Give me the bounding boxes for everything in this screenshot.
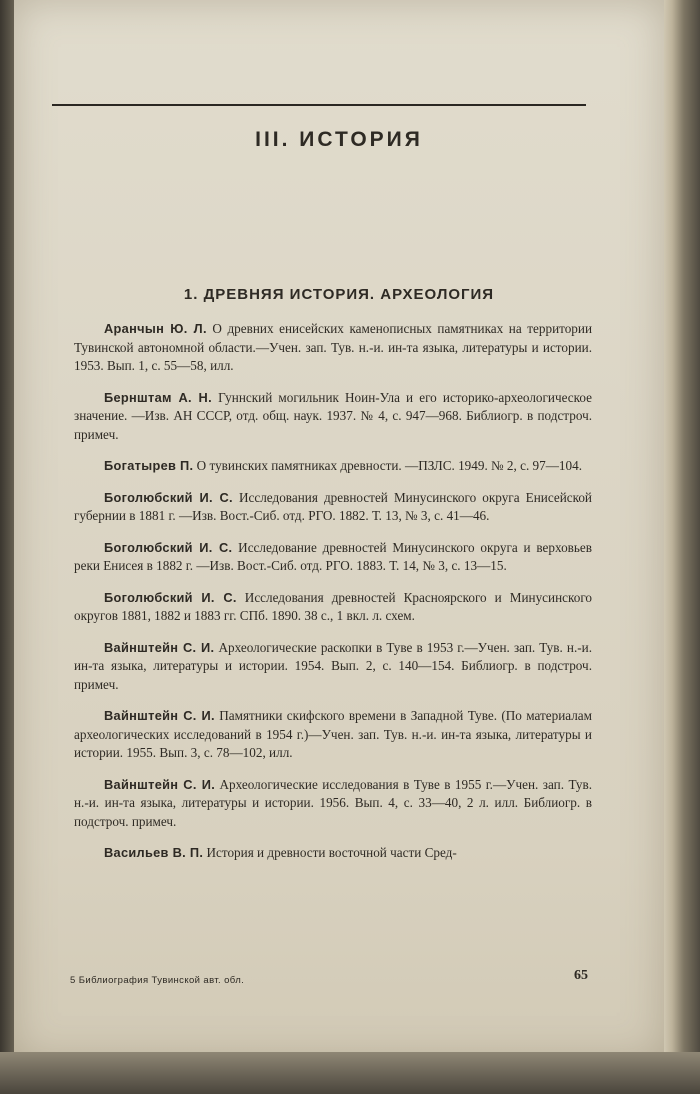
entry-text: История и древности восточной части Сред-: [206, 845, 457, 860]
page-number: 65: [574, 968, 588, 983]
header-rule: [52, 104, 586, 106]
entry-author: Боголюбский И. С.: [104, 489, 233, 505]
entry-author: Боголюбский И. С.: [104, 539, 233, 555]
entry-author: Аранчын Ю. Л.: [104, 321, 207, 336]
entry-text: О древних енисейских каменописных памятниках на территории Тувинской автономной области.—Учен. зап. Тув. н.-и. ин-та языка, литературы и истории. 1953. Вып. 1, с. 55—58, илл.: [74, 321, 593, 373]
bibliography-entry: [74, 707, 592, 763]
bibliography-entry: [74, 776, 592, 832]
bibliography-entry: [74, 589, 592, 626]
bibliography-list: [74, 320, 592, 876]
page-stack-edge: [660, 0, 700, 1094]
entry-text: Исследования древностей Красноярского и Минусинского округов 1881, 1882 и 1883 гг. СПб. 1890. 38 с., 1 вкл. л. схем.: [74, 589, 592, 623]
entry-author: Богатырев П.: [104, 458, 194, 473]
entry-author: Васильев В. П.: [104, 845, 204, 860]
entry-author: Вайнштейн С. И.: [104, 708, 215, 723]
book-page: [14, 0, 664, 1060]
bibliography-entry: [74, 489, 592, 526]
bibliography-entry: [74, 457, 592, 476]
entry-author: Боголюбский И. С.: [104, 589, 237, 605]
entry-text: Археологические раскопки в Туве в 1953 г.—Учен. зап. Тув. н.-и. ин-та языка, литературы и истории. 1954. Вып. 2, с. 140—154. Библиогр. в подстроч. примеч.: [74, 639, 592, 692]
subsection-title: 1. ДРЕВНЯЯ ИСТОРИЯ. АРХЕОЛОГИЯ: [183, 286, 495, 303]
entry-text: Исследования древностей Минусинского округа Енисейской губернии в 1881 г. —Изв. Вост.-Сиб. отд. РГО. 1882. Т. 13, № 3, с. 41—46.: [74, 489, 592, 523]
bibliography-entry: [74, 389, 592, 445]
entry-text: Археологические исследования в Туве в 1955 г.—Учен. зап. Тув. н.-и. ин-та языка, литературы и истории. 1956. Вып. 4, с. 33—40, 2 л. илл. Библиогр. в подстроч. примеч.: [74, 776, 593, 829]
entry-text: О тувинских памятниках древности. —ПЗЛС. 1949. № 2, с. 97—104.: [196, 458, 583, 473]
entry-text: Памятники скифского времени в Западной Туве. (По материалам археологических исследований в 1954 г.)—Учен. зап. Тув. н.-и. ин-та языка, литературы и истории. 1955. Вып. 3, с. 78—102, илл.: [74, 708, 593, 760]
bibliography-entry: [74, 844, 592, 863]
bibliography-entry: [74, 639, 592, 695]
entry-text: Исследование древностей Минусинского округа и верховьев реки Енисея в 1882 г. —Изв. Вост.-Сиб. отд. РГО. 1883. Т. 14, № 3, с. 13—15.: [74, 539, 592, 573]
section-title: III. ИСТОРИЯ: [255, 128, 423, 151]
signature-footnote: 5 Библиография Тувинской авт. обл.: [70, 975, 245, 986]
bibliography-entry: [74, 320, 592, 376]
entry-text: Гуннский могильник Ноин-Ула и его историко-археологическое значение. —Изв. АН СССР, отд. общ. наук. 1937. № 4, с. 947—968. Библиогр. в подстроч. примеч.: [74, 389, 592, 442]
entry-author: Вайнштейн С. И.: [104, 776, 216, 792]
entry-author: Бернштам А. Н.: [104, 389, 212, 405]
entry-author: Вайнштейн С. И.: [104, 639, 215, 655]
bottom-shadow: [0, 1052, 700, 1094]
bibliography-entry: [74, 539, 592, 576]
